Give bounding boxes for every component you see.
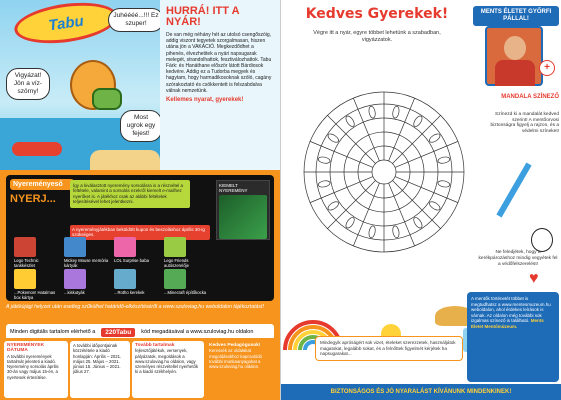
mandala-petal — [368, 225, 376, 238]
mandala-petal — [412, 115, 424, 128]
bike-tip: Ne feledjétek, hogy a kerékpározáshoz mindig vegyétek fel a védőfelszerelést! — [478, 250, 558, 267]
gyorfi-photo — [485, 26, 543, 86]
prize-image — [64, 269, 86, 289]
prize-image — [114, 269, 136, 289]
panda-illustration — [531, 228, 553, 252]
sand-illustration — [90, 150, 160, 170]
prize-image — [14, 237, 36, 257]
museum-highlight: Ments Életet Mentőmúzeum. — [471, 318, 544, 329]
red-cross-icon: + — [539, 60, 555, 76]
speech-bubble: Most ugrok egy fejest! — [120, 110, 162, 142]
mentes-heading: MENTS ÉLETET GYŐRFI PÁLLAL! — [473, 6, 559, 26]
mandala-spoke — [327, 180, 375, 228]
mandala-spoke — [310, 141, 373, 167]
info-column: A további időpontjainak közzététele a kiadó honlapján: Április – 2021. május 25. Május – 2021. június 15. Június – 2021. július 27. — [70, 341, 130, 398]
info-column: Kedves Pedagógusok! Keressék az oldalakat megoldásokhoz kapcsolódó további munkaanyagokat a www.szuloviag.hu oldalon. — [206, 341, 276, 398]
prize-item: LOL Surprise baba — [114, 237, 160, 263]
speech-bubble: Juhéééé...!!! Ez szuper! — [108, 8, 164, 32]
frog-illustration — [92, 88, 122, 110]
prize-item: Lego Technic tankkészlet — [14, 237, 60, 268]
heart-icon: ♥ — [529, 270, 539, 287]
museum-text: A mentők történetét többet is megtudhatsz a www.mentesmuzeum.hu weboldalon, ahol érdekes leírások is várnak. Az oldalon még további sok izgalmas színező is található. — [471, 296, 551, 323]
page-subtitle: Végre itt a nyár, egyre többet lehetünk a szabadban, vigyázzatok. — [313, 30, 441, 43]
mandala-heading: MANDALA SZÍNEZŐ — [501, 94, 559, 100]
featured-label: KIEMELT NYEREMÉNY — [219, 183, 248, 193]
museum-info — [467, 292, 559, 382]
page-title: Kedves Gyerekek! — [305, 6, 449, 22]
prize-panel — [6, 175, 274, 301]
promo-terms: A játékújági helyzet után esetleg szűkülhet határidő-elkészítéséről a www.szuloviag.hu weboldalon tájékoztatást! — [6, 304, 264, 310]
mandala-spoke — [327, 115, 375, 163]
prize-title: Nyereményeső — [10, 179, 74, 190]
prize-image — [164, 237, 186, 257]
mandala-petal — [437, 180, 450, 188]
mandala-spoke — [353, 98, 379, 161]
mandala-petal — [428, 200, 441, 212]
tabu-logo: Tabu — [12, 0, 120, 49]
mandala-petal — [368, 106, 376, 119]
left-page — [0, 0, 280, 400]
speech-bubble: Vigyázat! Jön a víz-szörny! — [6, 68, 50, 100]
mandala-petal — [344, 216, 356, 229]
mandala-petal — [392, 225, 400, 238]
pencil-illustration — [496, 163, 531, 218]
code-suffix: kód megadásával a www.szuloviag.hu oldalon — [141, 329, 254, 335]
mandala-spoke — [310, 177, 373, 203]
prize-item: ...Rotho kerekek — [114, 269, 160, 295]
right-page — [281, 0, 561, 400]
info-column: NYEREMÉNYEK DÁTUMA A további nyeremények tartalmát jelenteti a kiadó. Nyeremény sorsolás április 30-án vagy május 15-én, a nyertesek értesítése. — [4, 341, 68, 398]
hurra-title: HURRÁ! ITT A NYÁR! — [166, 5, 240, 28]
mandala-drawing — [295, 52, 473, 320]
prize-item: ...Minecraft építőkocka — [164, 269, 210, 295]
mandala-spoke — [392, 115, 440, 163]
mandala-spoke — [392, 180, 440, 228]
mandala-instructions: Színezd ki a mandalát kedved szerint! A mentőorvosi biztonságra figyelj a rajzon, és a védelmi színeket! — [490, 112, 559, 134]
sidebar — [473, 0, 561, 400]
access-code: 220Tabu — [101, 328, 135, 337]
mandala-petal — [318, 156, 331, 164]
prize-item: Lego Friends autószerelője — [164, 237, 210, 268]
info-column: Tovább tartalmak fejlesztőjátékok, versenyek, pályázatok, megoldások a www.szuloviag.hu oldalon, vagy személyes részvétellel nyerhetők ki a kiadó székhelyén. — [132, 341, 204, 398]
mandala-petal — [412, 216, 424, 229]
hurra-signoff: Kellemes nyarat, gyerekek! — [166, 97, 244, 104]
mandala-spoke — [389, 98, 415, 161]
mandala-petal — [327, 200, 340, 212]
mandala-petal — [318, 180, 331, 188]
prize-item: ...kiskutyák — [64, 269, 110, 295]
mandala-petal — [392, 106, 400, 119]
prize-image — [14, 269, 36, 289]
bottom-info — [0, 338, 280, 400]
mandala-spoke — [353, 183, 379, 246]
mandala-petal — [327, 132, 340, 144]
mandala-petal — [344, 115, 356, 128]
promo-info: Így a kiválasztott nyeremény sorsolásra is a részvétel a feltétele, valamint a sorsolás ezekről kiemelt e-mailhez nyerőket is. A játékhoz csak az alábbi feltételek teljesítésével lehet jelentkezni. — [70, 180, 190, 208]
prize-list — [14, 237, 214, 299]
boat-illustration — [12, 142, 62, 156]
nyerj-heading: NYERJ... — [10, 193, 56, 205]
prize-item: Mickey Mouse memória kártyák — [64, 237, 110, 268]
mandala-petal — [437, 156, 450, 164]
prize-image — [64, 237, 86, 257]
featured-prize-image — [219, 195, 267, 239]
prize-promo — [0, 170, 280, 360]
prize-image — [164, 269, 186, 289]
prize-item: ...Pokemon! Hatalmas box kártya — [14, 269, 60, 300]
code-text: Minden digitális tartalom elérhető a — [10, 329, 96, 335]
hero-section — [0, 0, 280, 170]
promo-deadline: A nyereményjátékban beküldött kupon és beszoláshoz április 30-ig szükséges. — [70, 225, 210, 240]
footer-banner: BIZTONSÁGOS ÉS JÓ NYARALÁST KÍVÁNUNK MINDENKINEK! — [281, 384, 561, 400]
prize-image — [114, 237, 136, 257]
featured-prize — [216, 180, 270, 240]
summer-tip: Mindegyik apróságért sok vizet, ételeket szerezzetek, használjátok magatokat, legalább sokat, és a felnőttek figyelmét kérjétek ha napsugarakat... — [315, 336, 463, 361]
mandala-petal — [428, 132, 441, 144]
mandala-spoke — [395, 141, 458, 167]
mandala-spoke — [395, 177, 458, 203]
hurra-article — [160, 0, 280, 170]
mandala-spoke — [389, 183, 415, 246]
hurra-body: De van még néhány hét az utolsó csengőszóig, addig viszont tegyetek szorgalmasan, hiszen utána jön a VAKÁCIÓ. Megkezdődhet a pihenés, élvezhetitek a nyári napsugarak melegét, strandolhattok, fesztiválozhattok. Tabu Fárk: és Hanáthane először látott Bárdiosok kedvére. Addig ez a Tudorba megyek és hagytam, hogy harmadikosoknak szóló, cagány szórakoztató és csökkentett is felszabdalva válnak nemzetünk. — [166, 32, 272, 94]
